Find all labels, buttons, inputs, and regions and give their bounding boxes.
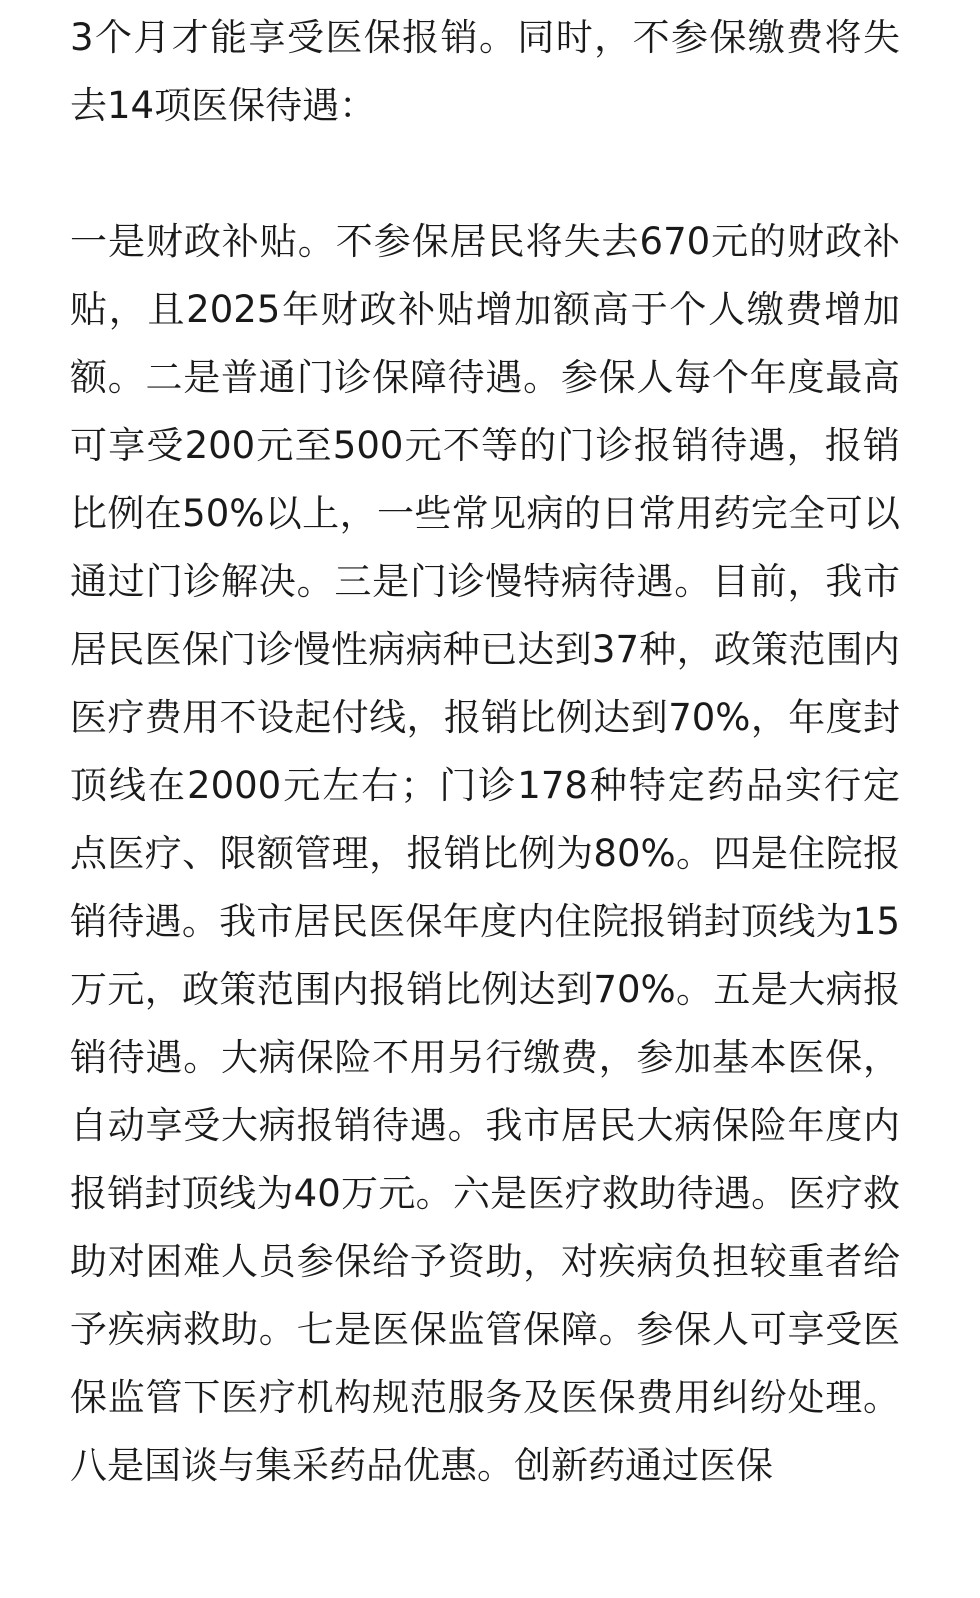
article-body — [70, 4, 900, 1500]
article-paragraph-intro: 3个月才能享受医保报销。同时，不参保缴费将失去14项医保待遇： — [70, 16, 900, 127]
article-paragraph-benefits: 一是财政补贴。不参保居民将失去670元的财政补贴，且2025年财政补贴增加额高于个人缴费增加额。二是普通门诊保障待遇。参保人每个年度最高可享受200元至500元不等的门诊报销待遇，报销比例在50%以上，一些常见病的日常用药完全可以通过门诊解决。三是门诊慢特病待遇。目前，我市居民医保门诊慢性病病种已达到37种，政策范围内医疗费用不设起付线，报销比例达到70%，年度封顶线在2000元左右；门诊178种特定药品实行定点医疗、限额管理，报销比例为80%。四是住院报销待遇。我市居民医保年度内住院报销封顶线为15万元，政策范围内报销比例达到70%。五是大病报销待遇。大病保险不用另行缴费，参加基本医保，自动享受大病报销待遇。我市居民大病保险年度内报销封顶线为40万元。六是医疗救助待遇。医疗救助对困难人员参保给予资助，对疾病负担较重者给予疾病救助。七是医保监管保障。参保人可享受医保监管下医疗机构规范服务及医保费用纠纷处理。八是国谈与集采药品优惠。创新药通过医保 — [70, 220, 900, 1487]
